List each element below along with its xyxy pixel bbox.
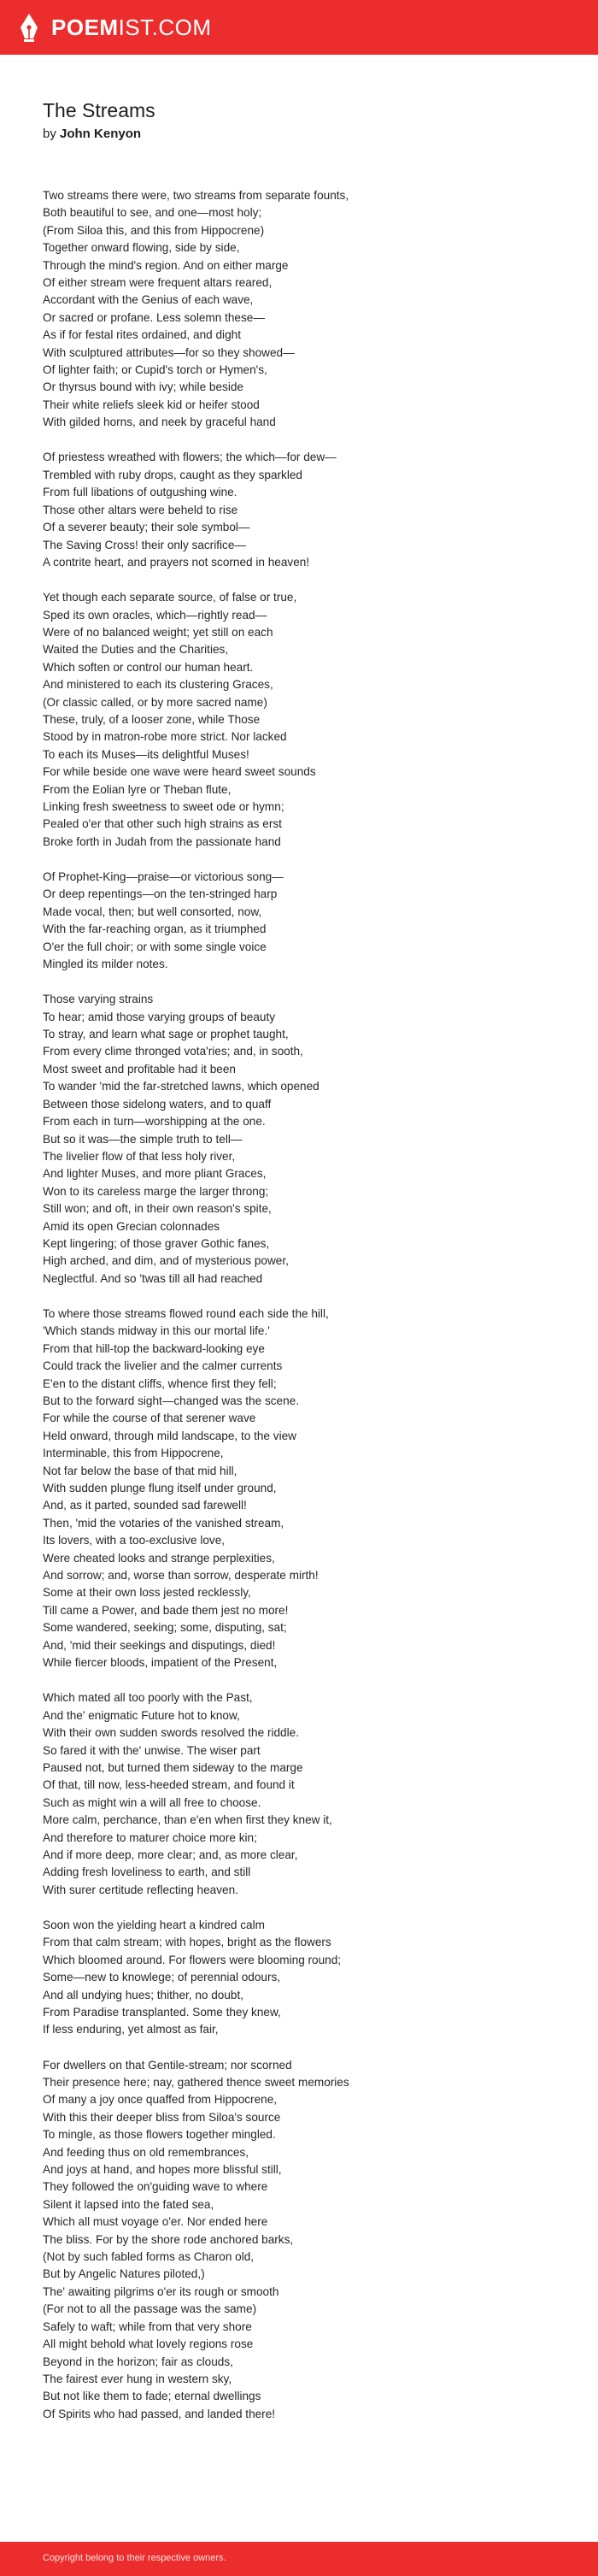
fountain-pen-nib-icon (19, 13, 39, 42)
poem-line: As if for festal rites ordained, and dight (43, 328, 241, 342)
poem-line: To mingle, as those flowers together mingled. (43, 2128, 276, 2142)
poem-line: Won to its careless marge the larger throng; (43, 1184, 269, 1198)
poem-line: Which all must voyage o'er. Nor ended here (43, 2215, 268, 2229)
poem-line: But by Angelic Natures piloted,) (43, 2267, 205, 2281)
poem-line: Were of no balanced weight; yet still on each (43, 625, 273, 639)
poem-title: The Streams (43, 99, 155, 121)
poem-line: Kept lingering; of those graver Gothic fanes, (43, 1236, 270, 1250)
poem-line: Which mated all too poorly with the Past, (43, 1691, 253, 1705)
poem-line: Of that, till now, less-heeded stream, and found it (43, 1778, 295, 1792)
poem-line: With surer certitude reflecting heaven. (43, 1883, 238, 1896)
poem-line: From the Eolian lyre or Theban flute, (43, 782, 232, 796)
poem-line: From each in turn—worshipping at the one. (43, 1115, 266, 1129)
poem-line: Linking fresh sweetness to sweet ode or hymn; (43, 800, 284, 813)
poem-stanza (43, 589, 572, 851)
poem-line: From that hill-top the backward-looking eye (43, 1341, 265, 1355)
poem-line: Its lovers, with a too-exclusive love, (43, 1534, 226, 1547)
poem-line: Of a severer beauty; their sole symbol— (43, 521, 250, 534)
poem-line: O'er the full choir; or with some single voice (43, 940, 267, 953)
poem-line: With their own sudden swords resolved the riddle. (43, 1726, 299, 1740)
poem-line: Some—new to knowlege; of perennial odours, (43, 1971, 281, 1984)
poem-line: Neglectful. And so 'twas till all had reached (43, 1271, 263, 1285)
poem-line: High arched, and dim, and of mysterious power, (43, 1254, 289, 1268)
poem-line: Stood by in matron-robe more strict. Nor lacked (43, 730, 287, 744)
poem-line: Adding fresh loveliness to earth, and still (43, 1866, 251, 1879)
poem-line: And therefore to maturer choice more kin; (43, 1830, 257, 1844)
poem-line: (For not to all the passage was the same) (43, 2302, 257, 2316)
poem-line: Interminable, this from Hippocrene, (43, 1447, 224, 1460)
poem-line: Of many a joy once quaffed from Hippocrene, (43, 2093, 278, 2107)
poem-line: Waited the Duties and the Charities, (43, 643, 229, 657)
poem-line: But to the forward sight—changed was the scene. (43, 1394, 299, 1407)
footer-bar (0, 2542, 598, 2576)
poem-stanza (43, 2057, 572, 2424)
poem-line: Paused not, but turned them sideway to the marge (43, 1760, 303, 1774)
poem-line: To hear; amid those varying groups of beauty (43, 1010, 276, 1023)
poem-line: Beyond in the horizon; fair as clouds, (43, 2355, 233, 2368)
poem-line: Their white reliefs sleek kid or heifer stood (43, 398, 260, 411)
poem-line: Of priestess wreathed with flowers; the which—for dew— (43, 451, 337, 464)
author-line (43, 127, 141, 141)
poem-line: Pealed o'er that other such high strains as erst (43, 817, 282, 831)
poem-line: Safely to waft; while from that very shore (43, 2320, 252, 2333)
poem-line: Of Prophet-King—praise—or victorious song— (43, 870, 284, 884)
poem-line: And if more deep, more clear; and, as more clear, (43, 1848, 298, 1861)
poem-line: Of lighter faith; or Cupid's torch or Hymen's, (43, 363, 267, 377)
poem-line: Or deep repentings—on the ten-stringed harp (43, 887, 278, 901)
poem-line: Till came a Power, and bade them jest no more! (43, 1603, 289, 1617)
poem-line: A contrite heart, and prayers not scorned in heaven! (43, 555, 310, 569)
poem-line: From that calm stream; with hopes, bright as the flowers (43, 1936, 331, 1949)
poem-line: Not far below the base of that mid hill, (43, 1464, 237, 1477)
poem-line: More calm, perchance, than e'en when first they knew it, (43, 1813, 332, 1827)
poem-line: But so it was—the simple truth to tell— (43, 1132, 243, 1146)
poem-line: The livelier flow of that less holy river, (43, 1149, 236, 1163)
poem-line: Both beautiful to see, and one—most holy; (43, 206, 262, 220)
poem-line: 'Which stands midway in this our mortal life.' (43, 1324, 270, 1338)
poem-line: Such as might win a will all free to choose. (43, 1795, 261, 1809)
poem-line: And all undying hues; thither, no doubt, (43, 1988, 244, 2001)
poem-line: And, 'mid their seekings and disputings, died! (43, 1638, 276, 1652)
poem-line: Or thyrsus bound with ivy; while beside (43, 380, 243, 394)
poem-line: Accordant with the Genius of each wave, (43, 293, 254, 307)
poem-line: Or sacred or profane. Less solemn these— (43, 310, 265, 324)
top-bar (0, 0, 598, 55)
poem-line: With gilded horns, and neek by graceful hand (43, 416, 276, 429)
logo-text-light: IST.COM (118, 15, 212, 40)
poem-line: From every clime thronged vota'ries; and, in sooth, (43, 1045, 303, 1058)
poem-line: And the' enigmatic Future hot to know, (43, 1708, 240, 1722)
poem-line: While fiercer bloods, impatient of the Present, (43, 1656, 278, 1670)
poem-line: E'en to the distant cliffs, whence first they fell; (43, 1376, 277, 1390)
poem-line: For while beside one wave were heard sweet sounds (43, 765, 316, 779)
poem-line: The fairest ever hung in western sky, (43, 2372, 232, 2385)
poem-line: Through the mind's region. And on either marge (43, 258, 289, 272)
poem-line: Amid its open Grecian colonnades (43, 1219, 220, 1233)
poem-line: Most sweet and profitable had it been (43, 1062, 236, 1076)
poem-stanza (43, 1917, 572, 2039)
poem-line: Of either stream were frequent altars reared, (43, 276, 273, 290)
poem-line: Of Spirits who had passed, and landed there! (43, 2407, 276, 2420)
poem-line: And, as it parted, sounded sad farewell! (43, 1499, 247, 1512)
poem-line: Which soften or control our human heart. (43, 660, 254, 674)
poem-stanza (43, 1306, 572, 1672)
poem-line: So fared it with the' unwise. The wiser part (43, 1743, 261, 1757)
poem-line: And ministered to each its clustering Graces, (43, 678, 273, 692)
poem-line: From Paradise transplanted. Some they knew, (43, 2005, 281, 2019)
author-link[interactable]: John Kenyon (60, 127, 142, 141)
poem-line: Sped its own oracles, which—rightly read— (43, 608, 267, 622)
poem-line: Which bloomed around. For flowers were blooming round; (43, 1953, 342, 1966)
by-prefix: by (43, 127, 56, 141)
poem-stanza (43, 991, 572, 1288)
poem-line: To each its Muses—its delightful Muses! (43, 747, 249, 761)
poem-stanza (43, 449, 572, 571)
poem-line: For dwellers on that Gentile-stream; nor scorned (43, 2058, 292, 2072)
poem-line: Could track the livelier and the calmer currents (43, 1359, 283, 1373)
poem-line: Those other altars were beheld to rise (43, 503, 238, 516)
poem-line: (Or classic called, or by more sacred name) (43, 695, 267, 709)
copyright-text: Copyright belong to their respective owners. (43, 2553, 226, 2563)
poem-line: They followed the on'guiding wave to where (43, 2180, 268, 2194)
poem-line: Some at their own loss jested recklessly, (43, 1586, 251, 1600)
poem-line: Two streams there were, two streams from separate founts, (43, 189, 349, 202)
poem-line: To wander 'mid the far-stretched lawns, which opened (43, 1080, 320, 1093)
poem-line: Some wandered, seeking; some, disputing, sat; (43, 1621, 287, 1635)
site-logo-link[interactable] (19, 10, 212, 44)
poem-line: From full libations of outgushing wine. (43, 486, 237, 499)
poem-line: Yet though each separate source, of false or true, (43, 591, 297, 604)
poem-line: With this their deeper bliss from Siloa's source (43, 2110, 281, 2124)
poem-line: Then, 'mid the votaries of the vanished stream, (43, 1516, 284, 1530)
poem-line: Still won; and oft, in their own reason's spite, (43, 1202, 272, 1216)
poem-line: And sorrow; and, worse than sorrow, desperate mirth! (43, 1569, 319, 1583)
poem-line: Mingled its milder notes. (43, 958, 168, 971)
poem-line: Silent it lapsed into the fated sea, (43, 2197, 214, 2211)
poem-line: Were cheated looks and strange perplexities, (43, 1551, 275, 1565)
poem-line: Those varying strains (43, 993, 154, 1006)
poem-line: With sudden plunge flung itself under ground, (43, 1482, 277, 1495)
poem-line: Between those sidelong waters, and to quaff (43, 1097, 272, 1111)
logo-text-bold: POEM (51, 15, 119, 40)
poem-line: The' awaiting pilgrims o'er its rough or smooth (43, 2284, 279, 2298)
poem-line: (Not by such fabled forms as Charon old, (43, 2250, 255, 2264)
poem-line: And feeding thus on old remembrances, (43, 2145, 249, 2159)
poem-line: Made vocal, then; but well consorted, now, (43, 905, 262, 918)
poem-line: And lighter Muses, and more pliant Graces, (43, 1167, 267, 1181)
poem-line: Broke forth in Judah from the passionate hand (43, 834, 281, 848)
poem-line: Together onward flowing, side by side, (43, 241, 240, 255)
poem-line: To stray, and learn what sage or prophet taught, (43, 1028, 289, 1041)
poem-line: With the far-reaching organ, as it triumphed (43, 923, 267, 936)
poem-stanza (43, 869, 572, 973)
poem-line: With sculptured attributes—for so they showed— (43, 345, 295, 359)
poem-line: If less enduring, yet almost as fair, (43, 2023, 219, 2037)
poem-stanza (43, 187, 572, 432)
poem-line: Held onward, through mild landscape, to the view (43, 1429, 296, 1442)
poem-line: All might behold what lovely regions rose (43, 2337, 254, 2351)
poem-body (43, 187, 572, 2441)
poem-line: But not like them to fade; eternal dwellings (43, 2390, 261, 2403)
poem-line: The Saving Cross! their only sacrifice— (43, 538, 246, 551)
poem-line: Trembled with ruby drops, caught as they sparkled (43, 468, 302, 481)
poem-stanza (43, 1689, 572, 1899)
poem-line: (From Siloa this, and this from Hippocrene) (43, 223, 265, 237)
site-logo-text (51, 10, 212, 44)
poem-line: To where those streams flowed round each side the hill, (43, 1306, 329, 1320)
poem-line: And joys at hand, and hopes more blissful still, (43, 2163, 282, 2177)
poem-line: Soon won the yielding heart a kindred calm (43, 1918, 265, 1931)
poem-line: Their presence here; nay, gathered thence sweet memories (43, 2076, 349, 2089)
poem-line: For while the course of that serener wave (43, 1412, 256, 1425)
poem-line: These, truly, of a looser zone, while Those (43, 712, 261, 726)
poem-line: The bliss. For by the shore rode anchored barks, (43, 2232, 294, 2246)
